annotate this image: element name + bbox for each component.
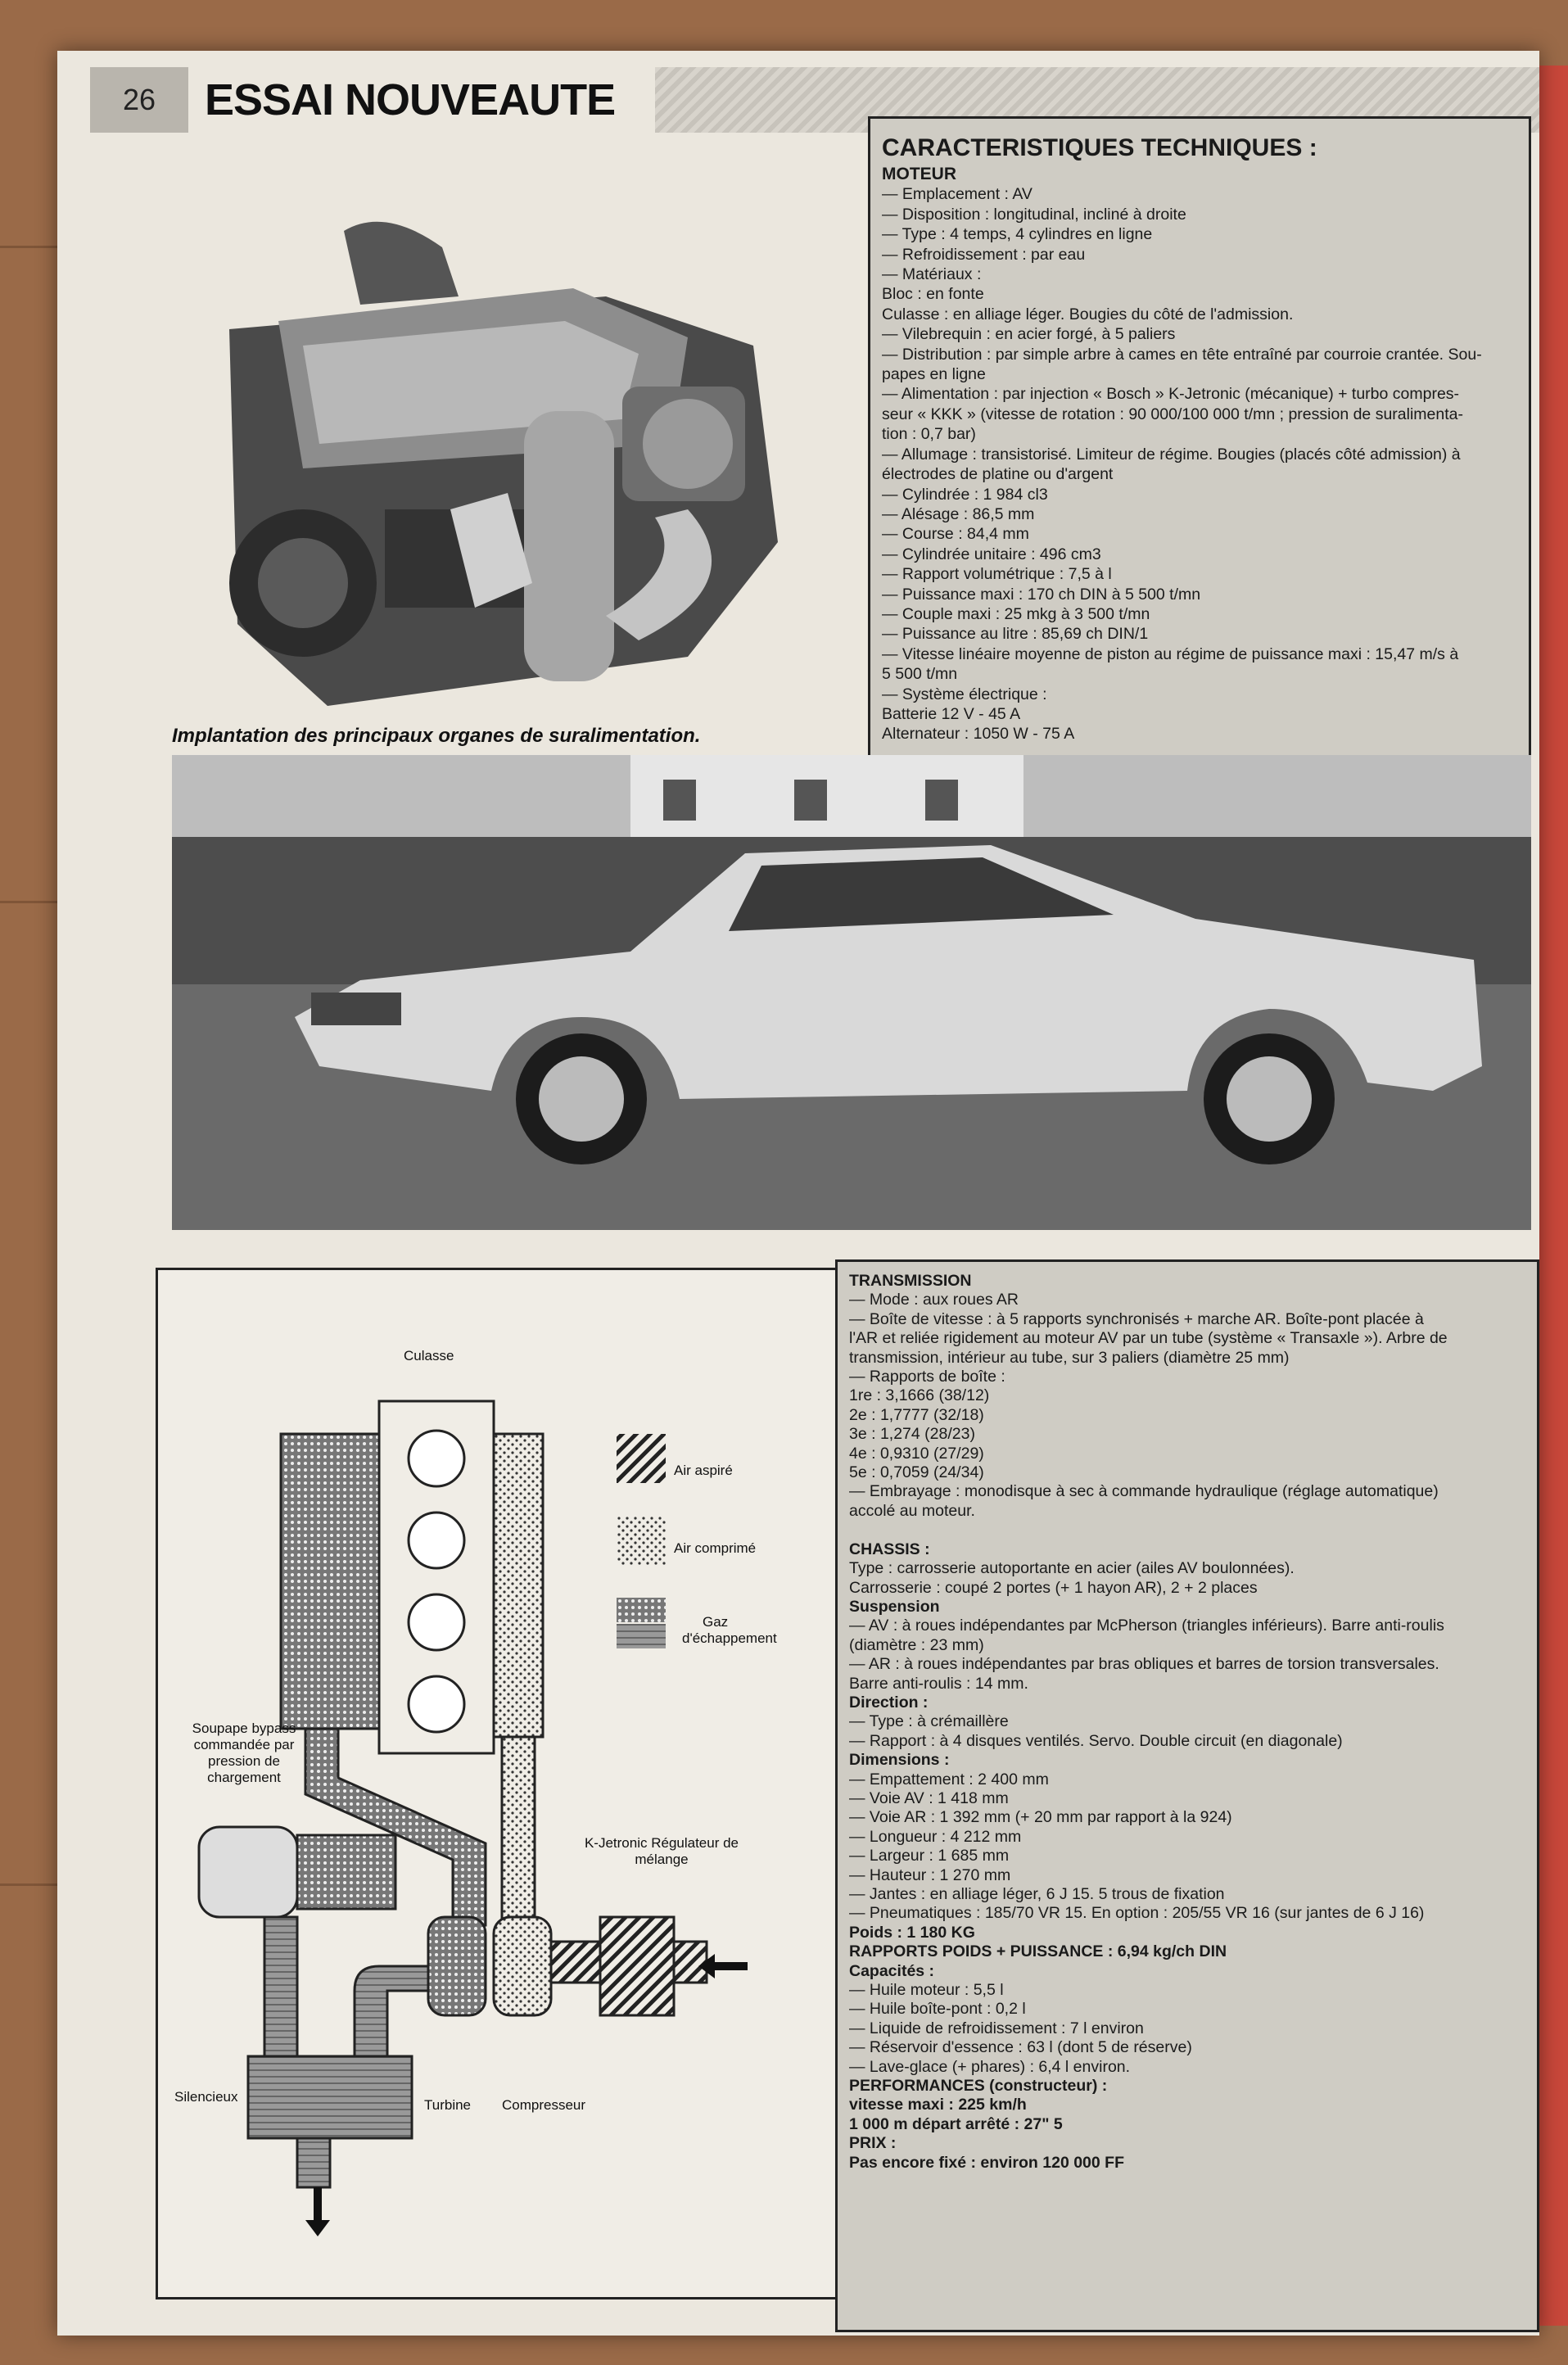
chassis-spec-line: — Jantes : en alliage léger, 6 J 15. 5 trous de fixation xyxy=(849,1885,1225,1903)
chassis-spec-line: 4e : 0,9310 (27/29) xyxy=(849,1444,984,1463)
chassis-spec-line: — Rapport : à 4 disques ventilés. Servo. Double circuit (en diagonale) xyxy=(849,1731,1343,1750)
engine-spec-line: — Course : 84,4 mm xyxy=(882,525,1029,544)
technical-specs-panel xyxy=(868,116,1531,796)
engine-spec-line: tion : 0,7 bar) xyxy=(882,425,976,444)
chassis-spec-line: — Mode : aux roues AR xyxy=(849,1291,1019,1309)
label-turbine: Turbine xyxy=(424,2097,472,2113)
tech-specs-title: CARACTERISTIQUES TECHNIQUES : xyxy=(882,134,1317,161)
chassis-spec-line: 2e : 1,7777 (32/18) xyxy=(849,1405,984,1424)
chassis-spec-line: PRIX : xyxy=(849,2134,897,2153)
engine-spec-line: — Puissance maxi : 170 ch DIN à 5 500 t/mn xyxy=(882,585,1201,604)
engine-spec-list xyxy=(882,184,1517,744)
chassis-spec-list xyxy=(849,1272,1525,2173)
chassis-spec-line: 3e : 1,274 (28/23) xyxy=(849,1425,975,1444)
chassis-spec-line: — Embrayage : monodisque à sec à commande hydraulique (réglage automatique) xyxy=(849,1482,1439,1501)
chassis-spec-line: — Lave-glace (+ phares) : 6,4 l environ. xyxy=(849,2057,1131,2076)
chassis-spec-line: PERFORMANCES (constructeur) : xyxy=(849,2077,1108,2096)
label-kjetronic-1: K-Jetronic Régulateur de xyxy=(584,1835,739,1851)
engine-spec-line: — Vilebrequin : en acier forgé, à 5 paliers xyxy=(882,325,1176,344)
label-bypass-2: commandée par xyxy=(193,1737,295,1752)
engine-spec-line: — Système électrique : xyxy=(882,685,1047,703)
engine-spec-line: — Alésage : 86,5 mm xyxy=(882,504,1035,523)
engine-spec-line: — Cylindrée : 1 984 cl3 xyxy=(882,485,1048,504)
chassis-spec-line: — AR : à roues indépendantes par bras obliques et barres de torsion transversales. xyxy=(849,1655,1439,1674)
magazine-page xyxy=(57,51,1539,2336)
chassis-spec-line: transmission, intérieur au tube, sur 3 paliers (diamètre 25 mm) xyxy=(849,1348,1290,1367)
chassis-spec-line: Pas encore fixé : environ 120 000 FF xyxy=(849,2153,1124,2172)
engine-spec-line: électrodes de platine ou d'argent xyxy=(882,465,1114,484)
chassis-spec-line: — Huile boîte-pont : 0,2 l xyxy=(849,2000,1026,2019)
chassis-spec-line: Poids : 1 180 KG xyxy=(849,1923,975,1942)
label-bypass-4: chargement xyxy=(207,1770,281,1785)
chassis-spec-line: accolé au moteur. xyxy=(849,1501,975,1520)
engine-photo xyxy=(180,198,876,739)
engine-spec-line: — Disposition : longitudinal, incliné à droite xyxy=(882,205,1186,224)
engine-spec-line: — Refroidissement : par eau xyxy=(882,245,1086,264)
chassis-spec-line: — Voie AR : 1 392 mm (+ 20 mm par rapport à la 924) xyxy=(849,1808,1232,1827)
engine-spec-line: seur « KKK » (vitesse de rotation : 90 000/100 000 t/mn ; pression de suralimenta- xyxy=(882,405,1463,423)
chassis-spec-line: 1 000 m départ arrêté : 27" 5 xyxy=(849,2114,1063,2133)
chassis-spec-line: — Huile moteur : 5,5 l xyxy=(849,1981,1004,2000)
label-bypass-3: pression de xyxy=(208,1753,280,1769)
chassis-spec-line: CHASSIS : xyxy=(849,1540,930,1558)
chassis-spec-line: — Empattement : 2 400 mm xyxy=(849,1770,1049,1788)
engine-spec-line: Alternateur : 1050 W - 75 A xyxy=(882,725,1075,744)
engine-spec-line: — Distribution : par simple arbre à cames en tête entraîné par courroie crantée. Sou- xyxy=(882,345,1482,364)
label-bypass-1: Soupape bypass xyxy=(192,1721,296,1736)
chassis-spec-line: Suspension xyxy=(849,1597,940,1616)
chassis-spec-line: vitesse maxi : 225 km/h xyxy=(849,2096,1027,2114)
engine-spec-line: — Couple maxi : 25 mkg à 3 500 t/mn xyxy=(882,604,1150,623)
chassis-spec-line: — Réservoir d'essence : 63 l (dont 5 de réserve) xyxy=(849,2038,1192,2057)
legend-gaz: Gaz xyxy=(703,1614,729,1630)
chassis-spec-line: Carrosserie : coupé 2 portes (+ 1 hayon AR), 2 + 2 places xyxy=(849,1578,1258,1597)
chassis-spec-line: — AV : à roues indépendantes par McPherson (triangles inférieurs). Barre anti-roulis xyxy=(849,1617,1444,1635)
chassis-spec-line: — Rapports de boîte : xyxy=(849,1368,1005,1386)
chassis-spec-line: — Voie AV : 1 418 mm xyxy=(849,1788,1009,1807)
legend-air-comprime: Air comprimé xyxy=(674,1540,757,1556)
chassis-spec-line: Direction : xyxy=(849,1693,929,1712)
chassis-spec-line: 5e : 0,7059 (24/34) xyxy=(849,1463,984,1482)
chassis-spec-line: TRANSMISSION xyxy=(849,1272,972,1290)
next-page-edge xyxy=(1539,66,1568,2326)
engine-spec-line: — Rapport volumétrique : 7,5 à l xyxy=(882,565,1112,584)
chassis-spec-line: RAPPORTS POIDS + PUISSANCE : 6,94 kg/ch DIN xyxy=(849,1942,1227,1961)
engine-spec-line: — Puissance au litre : 85,69 ch DIN/1 xyxy=(882,625,1149,644)
legend-gaz-echappement: d'échappement xyxy=(682,1630,777,1646)
engine-spec-line: Bloc : en fonte xyxy=(882,285,984,304)
engine-section-heading: MOTEUR xyxy=(882,165,956,183)
engine-spec-line: — Emplacement : AV xyxy=(882,185,1033,204)
engine-spec-line: — Allumage : transistorisé. Limiteur de régime. Bougies (placés côté admission) à xyxy=(882,445,1461,464)
engine-spec-line: — Alimentation : par injection « Bosch » K-Jetronic (mécanique) + turbo compres- xyxy=(882,385,1460,404)
legend-air-aspire: Air aspiré xyxy=(674,1463,733,1478)
engine-spec-line: — Cylindrée unitaire : 496 cm3 xyxy=(882,545,1101,563)
turbo-diagram xyxy=(156,1268,860,2299)
engine-spec-line: Batterie 12 V - 45 A xyxy=(882,704,1021,723)
engine-spec-line: papes en ligne xyxy=(882,365,986,384)
engine-spec-line: — Type : 4 temps, 4 cylindres en ligne xyxy=(882,225,1153,244)
chassis-spec-line: — Largeur : 1 685 mm xyxy=(849,1847,1010,1865)
chassis-spec-line: (diamètre : 23 mm) xyxy=(849,1635,984,1654)
page-number: 26 xyxy=(90,67,188,133)
chassis-spec-line: Dimensions : xyxy=(849,1751,950,1770)
chassis-spec-line: Capacités : xyxy=(849,1961,935,1980)
car-photo xyxy=(172,755,1531,1230)
engine-spec-line: Culasse : en alliage léger. Bougies du côté de l'admission. xyxy=(882,305,1294,323)
page-title: ESSAI NOUVEAUTE xyxy=(188,67,631,133)
chassis-spec-line: — Longueur : 4 212 mm xyxy=(849,1827,1022,1846)
chassis-spec-line: Type : carrosserie autoportante en acier (ailes AV boulonnées). xyxy=(849,1559,1295,1578)
chassis-spec-line: — Boîte de vitesse : à 5 rapports synchronisés + marche AR. Boîte-pont placée à xyxy=(849,1309,1424,1328)
chassis-spec-line: — Type : à crémaillère xyxy=(849,1712,1009,1731)
chassis-spec-line: 1re : 3,1666 (38/12) xyxy=(849,1386,990,1405)
chassis-spec-line: — Liquide de refroidissement : 7 l environ xyxy=(849,2019,1144,2037)
engine-spec-line: 5 500 t/mn xyxy=(882,665,958,684)
chassis-spec-line: — Pneumatiques : 185/70 VR 15. En option : 205/55 VR 16 (sur jantes de 6 J 16) xyxy=(849,1904,1425,1923)
chassis-specs-panel xyxy=(835,1259,1539,2332)
engine-spec-line: — Matériaux : xyxy=(882,265,982,284)
label-compresseur: Compresseur xyxy=(502,2097,586,2113)
chassis-spec-line: — Hauteur : 1 270 mm xyxy=(849,1865,1011,1884)
chassis-spec-line: Barre anti-roulis : 14 mm. xyxy=(849,1674,1028,1693)
chassis-spec-line: l'AR et reliée rigidement au moteur AV par un tube (système « Transaxle »). Arbre de xyxy=(849,1329,1448,1348)
label-culasse: Culasse xyxy=(404,1348,454,1363)
label-silencieux: Silencieux xyxy=(174,2089,238,2105)
engine-spec-line: — Vitesse linéaire moyenne de piston au régime de puissance maxi : 15,47 m/s à xyxy=(882,644,1459,663)
chassis-spec-line xyxy=(849,1521,1525,1540)
photo-caption: Implantation des principaux organes de suralimentation. xyxy=(172,725,701,747)
label-kjetronic-2: mélange xyxy=(635,1852,689,1867)
